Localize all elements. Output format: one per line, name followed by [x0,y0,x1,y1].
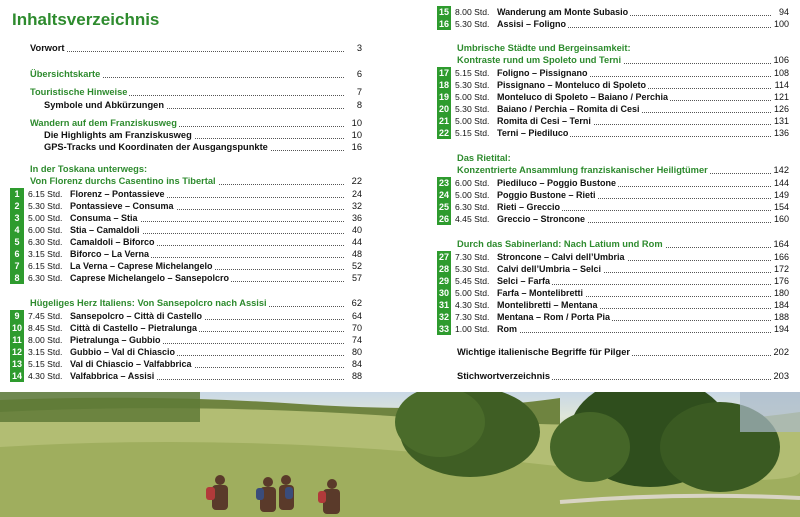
stage-page: 194 [773,324,789,334]
stage-duration: 1.00 Std. [455,324,490,334]
stage-duration: 5.00 Std. [455,190,490,200]
stage-page: 36 [351,213,362,223]
stage-row[interactable] [437,115,789,127]
stage-name: Florenz – Pontassieve [70,189,165,199]
stage-name: Terni – Piediluco [497,128,569,138]
entry-page: 22 [351,176,362,186]
stage-number-badge: 15 [438,7,449,17]
stage-number-badge: 18 [438,80,449,90]
stage-row[interactable] [10,200,362,212]
stage-row[interactable] [437,287,789,299]
entry-page: 106 [773,55,789,65]
landscape-photo [0,392,800,517]
stage-number-badge: 31 [438,300,449,310]
stage-row[interactable] [10,188,362,200]
stage-name: Pissignano – Monteluco di Spoleto [497,80,647,90]
stage-number-badge: 17 [438,68,449,78]
stage-page: 114 [774,80,789,90]
stage-duration: 6.30 Std. [28,273,63,283]
stage-page: 24 [351,189,362,199]
stage-row[interactable] [10,346,362,358]
stage-row[interactable] [437,103,789,115]
stage-row[interactable] [10,212,362,224]
stage-row[interactable] [10,310,362,322]
stage-name: Stroncone – Calvi dell’Umbria [497,252,625,262]
stage-name: Valfabbrica – Assisi [70,371,155,381]
stage-name: Foligno – Pissignano [497,68,588,78]
toc-entry-vorwort[interactable] [30,42,362,54]
section-heading-umbrien: Umbrische Städte und Bergeinsamkeit: [457,43,631,53]
stage-number-badge: 1 [10,188,24,200]
toc-entry-begriffe[interactable] [457,346,789,358]
stage-number-badge: 8 [10,272,24,284]
toc-section-spoleto[interactable] [457,54,789,66]
stage-number-badge: 3 [10,212,24,224]
stage-name: Sansepolcro – Città di Castello [70,311,203,321]
stage-page: 84 [351,359,362,369]
stage-number-badge: 4 [10,224,24,236]
stage-number-badge: 28 [438,264,449,274]
entry-page: 202 [773,347,789,357]
stage-row[interactable] [437,299,789,311]
stage-number-badge: 21 [438,116,449,126]
stage-number-badge: 9 [10,310,24,322]
stage-page: 88 [351,371,362,381]
stage-duration: 3.15 Std. [28,249,63,259]
entry-label: Durch das Sabinerland: Nach Latium und Rom [457,239,663,249]
stage-page: 48 [351,249,362,259]
stage-duration: 5.15 Std. [455,128,490,138]
entry-label: Wandern auf dem Franziskusweg [30,118,177,128]
stage-page: 176 [773,276,789,286]
stage-row[interactable] [437,18,789,30]
stage-number-badge: 27 [438,252,449,262]
entry-page: 62 [351,298,362,308]
stage-row[interactable] [437,127,789,139]
stage-row[interactable] [10,224,362,236]
stage-duration: 5.15 Std. [455,68,490,78]
stage-row[interactable] [10,334,362,346]
stage-page: 131 [773,116,789,126]
stage-name: Selci – Farfa [497,276,551,286]
stage-number-badge: 16 [438,19,449,29]
stage-row[interactable] [10,260,362,272]
stage-page: 70 [351,323,362,333]
stage-row[interactable] [437,177,789,189]
stage-number-badge: 5 [10,236,24,248]
stage-row[interactable] [437,79,789,91]
stage-number-badge: 26 [438,214,449,224]
stage-row[interactable] [10,248,362,260]
stage-name: Romita di Cesi – Terni [497,116,591,126]
stage-page: 188 [773,312,789,322]
entry-page: 7 [356,87,362,97]
stage-name: Camaldoli – Biforco [70,237,155,247]
stage-name: La Verna – Caprese Michelangelo [70,261,213,271]
stage-row[interactable] [10,322,362,334]
stage-duration: 5.30 Std. [455,80,490,90]
stage-number-badge: 19 [438,92,449,102]
stage-name: Città di Castello – Pietralunga [70,323,198,333]
stage-name: Consuma – Stia [70,213,138,223]
stage-number-badge: 23 [438,178,449,188]
stage-duration: 3.15 Std. [28,347,63,357]
entry-label: Kontraste rund um Spoleto und Terni [457,55,622,65]
stage-duration: 4.45 Std. [455,214,490,224]
entry-label: Von Florenz durchs Casentino ins Tibertal [30,176,216,186]
stage-page: 144 [773,178,789,188]
stage-page: 32 [351,201,362,211]
stage-name: Pietralunga – Gubbio [70,335,161,345]
stage-name: Caprese Michelangelo – Sansepolcro [70,273,230,283]
stage-page: 74 [351,335,362,345]
stage-duration: 4.30 Std. [28,371,63,381]
entry-page: 10 [351,130,362,140]
stage-page: 172 [773,264,789,274]
hikers-meadow-illustration [0,392,800,517]
stage-number-badge: 33 [438,324,449,334]
stage-number-badge: 22 [438,128,449,138]
stage-name: Val di Chiascio – Valfabbrica [70,359,192,369]
stage-name: Rieti – Greccio [497,202,561,212]
stage-name: Greccio – Stroncone [497,214,586,224]
stage-duration: 5.15 Std. [28,359,63,369]
page-title: Inhaltsverzeichnis [12,10,160,29]
stage-duration: 5.45 Std. [455,276,490,286]
toc-entry-wandern[interactable] [30,117,362,129]
toc-entry-highlights[interactable] [44,129,362,141]
toc-entry-symbole[interactable] [44,99,362,111]
stage-name: Calvi dell’Umbria – Selci [497,264,602,274]
stage-duration: 6.30 Std. [28,237,63,247]
entry-label: GPS-Tracks und Koordinaten der Ausgangspunkte [44,142,268,152]
stage-duration: 7.30 Std. [455,312,490,322]
stage-name: Mentana – Rom / Porta Pia [497,312,611,322]
stage-duration: 8.00 Std. [28,335,63,345]
stage-name: Farfa – Montelibretti [497,288,584,298]
stage-name: Monteluco di Spoleto – Baiano / Perchia [497,92,669,102]
stage-number-badge: 32 [438,312,449,322]
stage-page: 108 [773,68,789,78]
stage-name: Baiano / Perchia – Romita di Cesi [497,104,640,114]
stage-page: 52 [351,261,362,271]
stage-duration: 4.30 Std. [455,300,490,310]
stage-page: 100 [773,19,789,29]
stage-page: 136 [773,128,789,138]
stage-name: Rom [497,324,517,334]
stage-row[interactable] [10,272,362,284]
toc-section-sansepolcro[interactable] [30,297,362,309]
stage-duration: 5.30 Std. [455,19,490,29]
entry-page: 16 [351,142,362,152]
stage-duration: 5.30 Std. [455,104,490,114]
stage-name: Poggio Bustone – Rieti [497,190,596,200]
stage-number-badge: 12 [11,347,22,357]
stage-page: 180 [773,288,789,298]
stage-duration: 8.45 Std. [28,323,63,333]
stage-duration: 5.00 Std. [455,288,490,298]
section-heading-rietital: Das Rietital: [457,153,511,163]
toc-section-sabinerland[interactable] [457,238,789,250]
stage-row[interactable] [437,91,789,103]
stage-number-badge: 11 [10,334,24,346]
stage-page: 126 [773,104,789,114]
stage-row[interactable] [437,323,789,335]
stage-page: 184 [773,300,789,310]
entry-page: 10 [351,118,362,128]
stage-number-badge: 7 [10,260,24,272]
stage-number-badge: 6 [10,248,24,260]
stage-row[interactable] [10,236,362,248]
stage-page: 64 [351,311,362,321]
toc-section-rietital[interactable] [457,164,789,176]
entry-label: Übersichtskarte [30,69,101,79]
toc-entry-touristische-hinweise[interactable] [30,86,362,98]
entry-page: 142 [773,165,789,175]
stage-row[interactable] [10,370,362,382]
stage-page: 40 [351,225,362,235]
stage-row[interactable] [437,6,789,18]
entry-label: Symbole und Abkürzungen [44,100,165,110]
stage-duration: 8.00 Std. [455,7,490,17]
entry-label: Wichtige italienische Begriffe für Pilger [457,347,630,357]
stage-number-badge: 2 [10,200,24,212]
stage-page: 44 [351,237,362,247]
entry-label: Konzentrierte Ansammlung franziskanischer Heiligtümer [457,165,708,175]
entry-page: 164 [773,239,789,249]
toc-section-florenz[interactable] [30,175,362,187]
stage-name: Gubbio – Val di Chiascio [70,347,176,357]
stage-number-badge: 25 [438,202,449,212]
stage-page: 121 [773,92,789,102]
section-heading-toskana: In der Toskana unterwegs: [30,164,148,174]
stage-row[interactable] [10,358,362,370]
stage-name: Stia – Camaldoli [70,225,140,235]
stage-row[interactable] [437,67,789,79]
toc-entry-uebersichtskarte[interactable] [30,68,362,80]
stage-page: 80 [351,347,362,357]
stage-duration: 6.15 Std. [28,189,63,199]
entry-page: 203 [773,371,789,381]
stage-name: Wanderung am Monte Subasio [497,7,629,17]
entry-page: 3 [356,43,362,53]
stage-duration: 6.15 Std. [28,261,63,271]
stage-page: 154 [773,202,789,212]
stage-number-badge: 24 [438,190,449,200]
entry-label: Die Highlights am Franziskusweg [44,130,192,140]
stage-duration: 7.45 Std. [28,311,63,321]
stage-duration: 5.30 Std. [28,201,63,211]
stage-page: 149 [773,190,789,200]
stage-row[interactable] [437,311,789,323]
stage-number-badge: 30 [438,288,449,298]
stage-number-badge: 20 [438,104,449,114]
stage-name: Assisi – Foligno [497,19,567,29]
stage-name: Montelibretti – Mentana [497,300,598,310]
toc-entry-gps[interactable] [44,141,362,153]
stage-row[interactable] [437,201,789,213]
stage-page: 94 [778,7,789,17]
stage-row[interactable] [437,251,789,263]
stage-page: 166 [773,252,789,262]
stage-name: Pontassieve – Consuma [70,201,174,211]
stage-page: 160 [773,214,789,224]
stage-duration: 6.30 Std. [455,202,490,212]
stage-number-badge: 29 [438,276,449,286]
stage-name: Piediluco – Poggio Bustone [497,178,617,188]
toc-entry-stichwortverzeichnis[interactable] [457,370,789,382]
stage-duration: 5.30 Std. [455,264,490,274]
entry-label: Stichwortverzeichnis [457,371,550,381]
stage-duration: 6.00 Std. [455,178,490,188]
stage-page: 57 [351,273,362,283]
stage-number-badge: 10 [11,323,22,333]
stage-name: Biforco – La Verna [70,249,150,259]
stage-row[interactable] [437,263,789,275]
stage-duration: 5.00 Std. [28,213,63,223]
stage-row[interactable] [437,189,789,201]
stage-row[interactable] [437,213,789,225]
entry-page: 8 [356,100,362,110]
entry-page: 6 [356,69,362,79]
stage-duration: 7.30 Std. [455,252,490,262]
entry-label: Hügeliges Herz Italiens: Von Sansepolcro nach Assisi [30,298,267,308]
stage-number-badge: 13 [11,359,22,369]
stage-duration: 6.00 Std. [28,225,63,235]
entry-label: Vorwort [30,43,65,53]
stage-number-badge: 14 [11,371,22,381]
stage-duration: 5.00 Std. [455,92,490,102]
stage-row[interactable] [437,275,789,287]
stage-duration: 5.00 Std. [455,116,490,126]
entry-label: Touristische Hinweise [30,87,128,97]
